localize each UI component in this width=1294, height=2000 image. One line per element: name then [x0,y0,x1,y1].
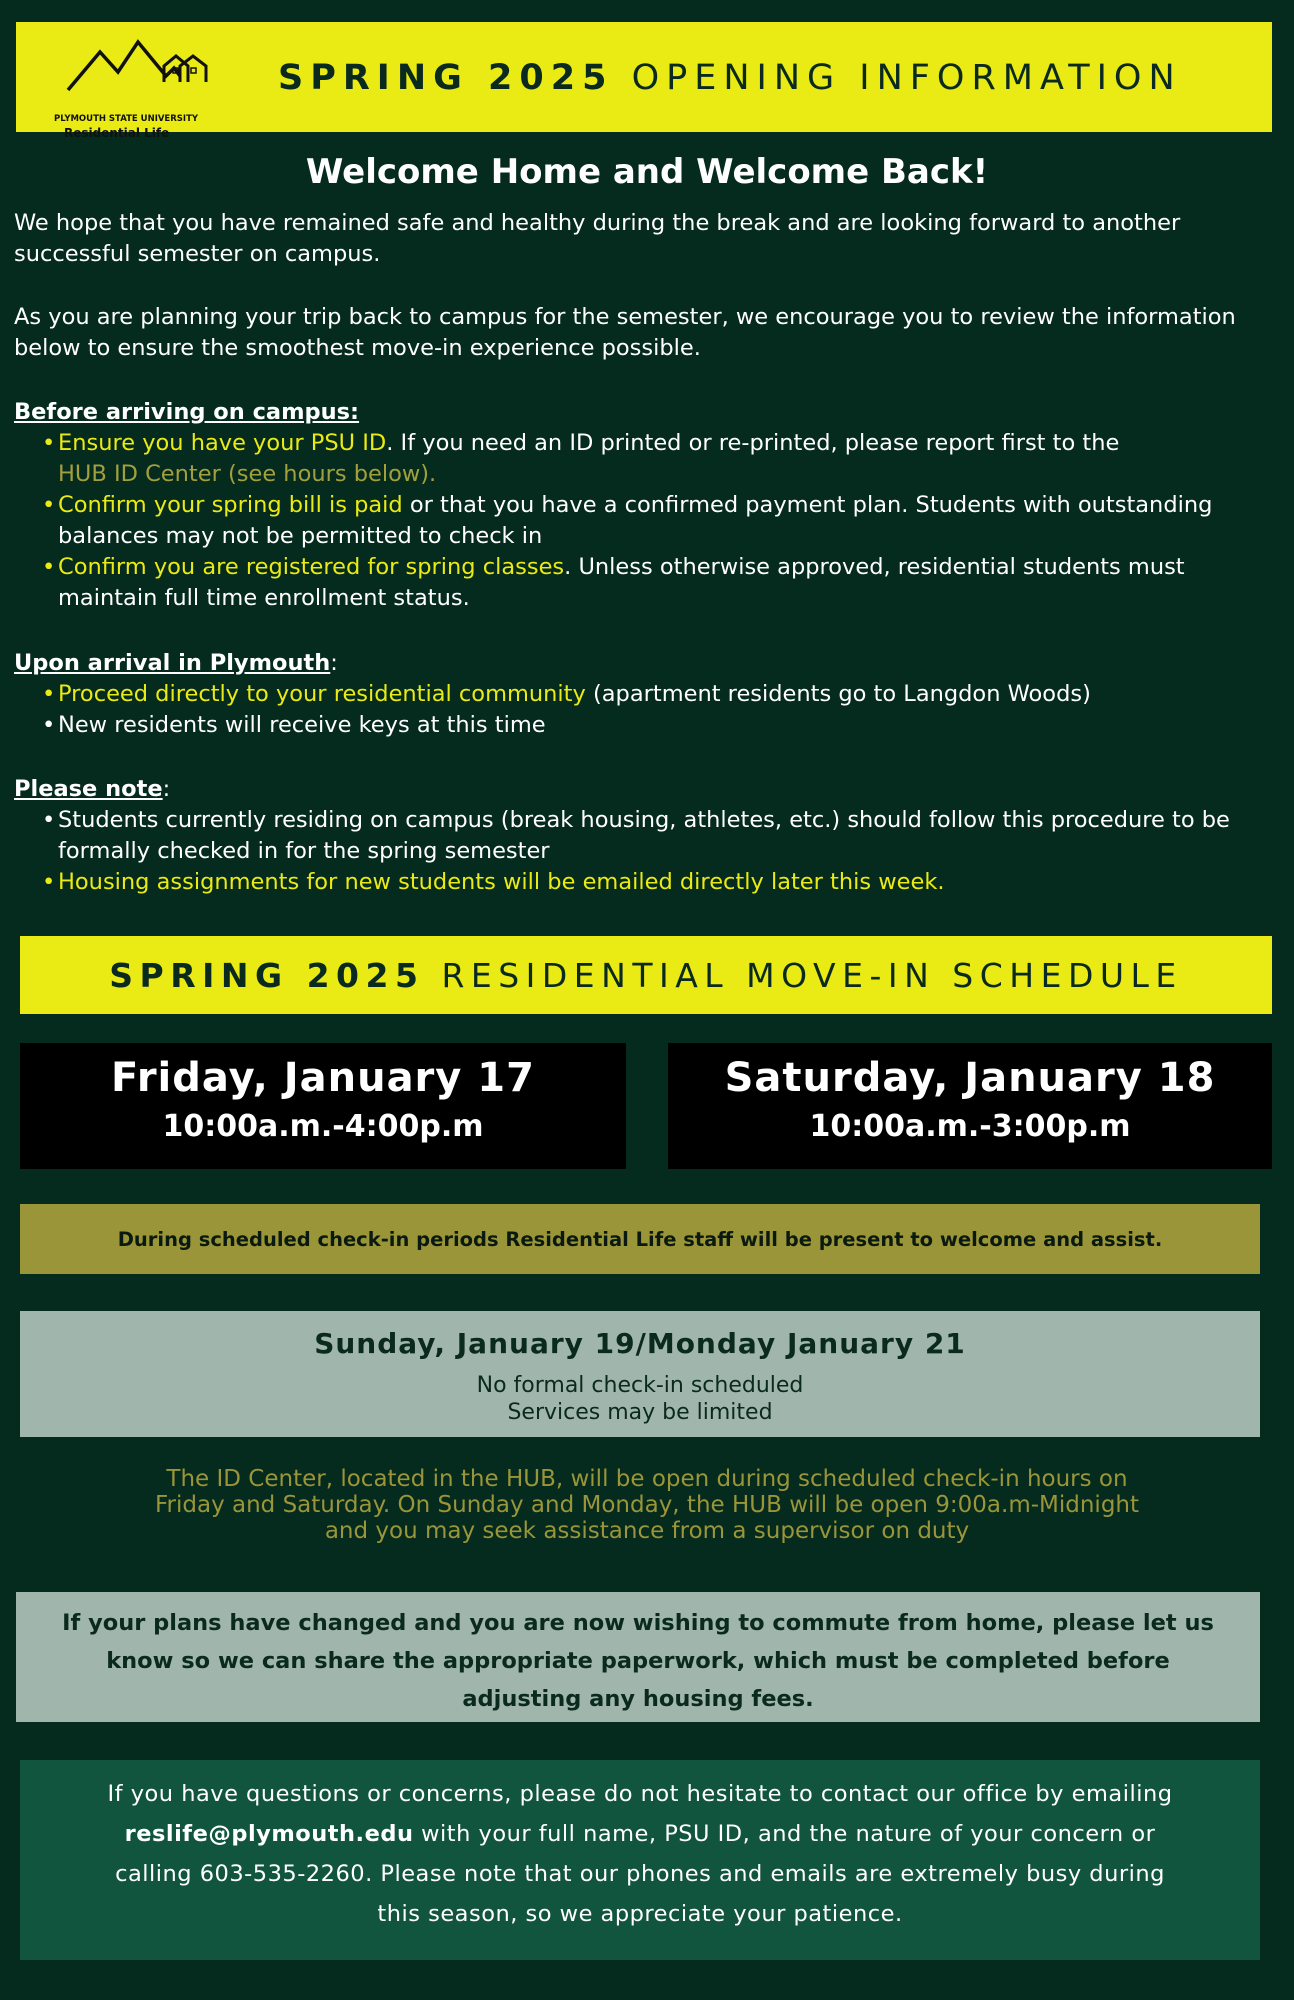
list-item: • Housing assignments for new students will be emailed directly later this week. [42,867,1280,898]
list-item-highlight: Ensure you have your PSU ID [58,430,387,456]
upon-arrival-section [14,648,1280,741]
heading-colon: : [330,650,338,676]
commute-line: know so we can share the appropriate paperwork, which must be completed before [106,1648,1170,1674]
sunday-monday-box [20,1311,1260,1437]
contact-line: calling 603-535-2260. Please note that our phones and emails are extremely busy during [115,1861,1165,1887]
contact-line [20,1814,1260,1854]
commute-line: If your plans have changed and you are now wishing to commute from home, please let us [62,1610,1214,1636]
schedule-day: Saturday, January 18 [724,1055,1216,1101]
please-note-section [14,774,1280,898]
list-item-text: . Unless otherwise approved, residential students must maintain full time enrollment status. [58,554,1185,611]
schedule-title [109,956,1183,995]
page-title [278,58,1182,98]
staff-note: During scheduled check-in periods Residential Life staff will be present to welcome and assist. [20,1204,1260,1274]
welcome-heading: Welcome Home and Welcome Back! [305,152,989,192]
page-title-rest: OPENING INFORMATION [631,58,1182,98]
list-item [42,428,1280,490]
commute-line: adjusting any housing fees. [462,1686,814,1712]
upon-arrival-list [42,679,1280,741]
schedule-title-bold: SPRING 2025 [109,955,425,995]
intro-paragraph-2: As you are planning your trip back to campus for the semester, we encourage you to review the information below to ensure the smoothest move-in experience possible. [14,304,1236,361]
list-item-text: or that you have a confirmed payment plan. Students with outstanding balances may not be permitted to check in [58,492,1213,549]
before-arriving-list [42,428,1280,614]
list-item-text: (apartment residents go to Langdon Woods) [585,681,1091,707]
commute-text [16,1592,1260,1718]
schedule-time: 10:00a.m.-3:00p.m [809,1109,1131,1144]
id-center-line: The ID Center, located in the HUB, will be open during scheduled check-in hours on [166,1466,1128,1492]
contact-box [20,1760,1260,1960]
upon-arrival-heading-line [14,648,1280,679]
list-item: • Students currently residing on campus (break housing, athletes, etc.) should follow this procedure to be formally checked in for the spring semester [42,805,1280,867]
mountain-houses-logo-icon [48,32,208,122]
list-item-text: . If you need an ID printed or re-printed, please report first to the [386,430,1120,456]
saturday-schedule-box [668,1043,1272,1169]
schedule-banner [20,936,1272,1014]
sunday-monday-title: Sunday, January 19/Monday January 21 [314,1327,966,1360]
list-item [42,552,1280,614]
no-checkin-line: No formal check-in scheduled [476,1373,804,1398]
services-limited-line: Services may be limited [507,1400,773,1425]
before-arriving-section [14,397,1280,614]
logo-department-name: Residential Life [64,126,170,140]
heading-colon: : [162,776,171,802]
upon-arrival-heading: Upon arrival in Plymouth [14,650,331,676]
friday-schedule-box [20,1043,626,1169]
contact-line: If you have questions or concerns, please do not hesitate to contact our office by emailing [107,1781,1173,1807]
schedule-day: Friday, January 17 [111,1055,535,1101]
list-item-highlight: Confirm your spring bill is paid [58,492,403,518]
contact-email[interactable]: reslife@plymouth.edu [124,1821,414,1847]
please-note-heading-line [14,774,1280,805]
list-item-highlight: Confirm you are registered for spring classes [58,554,565,580]
id-center-line: Friday and Saturday. On Sunday and Monday, the HUB will be open 9:00a.m-Midnight [154,1492,1140,1518]
hub-id-center-note: HUB ID Center (see hours below). [58,461,437,487]
please-note-list [42,805,1280,898]
commute-box [16,1592,1260,1722]
list-item-highlight: Proceed directly to your residential community [58,681,586,707]
please-note-heading: Please note [14,776,163,802]
intro-paragraph-1: We hope that you have remained safe and healthy during the break and are looking forward to another successful semester on campus. [14,210,1181,267]
schedule-time: 10:00a.m.-4:00p.m [162,1109,484,1144]
list-item [42,679,1280,710]
page-title-bold: SPRING 2025 [278,58,614,98]
id-center-line: and you may seek assistance from a supervisor on duty [324,1518,970,1544]
id-center-note [20,1466,1274,1544]
header-banner [16,22,1272,140]
list-item: • New residents will receive keys at this time [42,710,1280,741]
contact-line-rest: with your full name, PSU ID, and the nature of your concern or [413,1821,1156,1847]
contact-line: this season, so we appreciate your patience. [377,1901,903,1927]
schedule-title-rest: RESIDENTIAL MOVE-IN SCHEDULE [441,955,1183,995]
before-arriving-heading: Before arriving on campus: [14,399,360,425]
logo-university-name: PLYMOUTH STATE UNIVERSITY [54,114,199,124]
list-item [42,490,1280,552]
